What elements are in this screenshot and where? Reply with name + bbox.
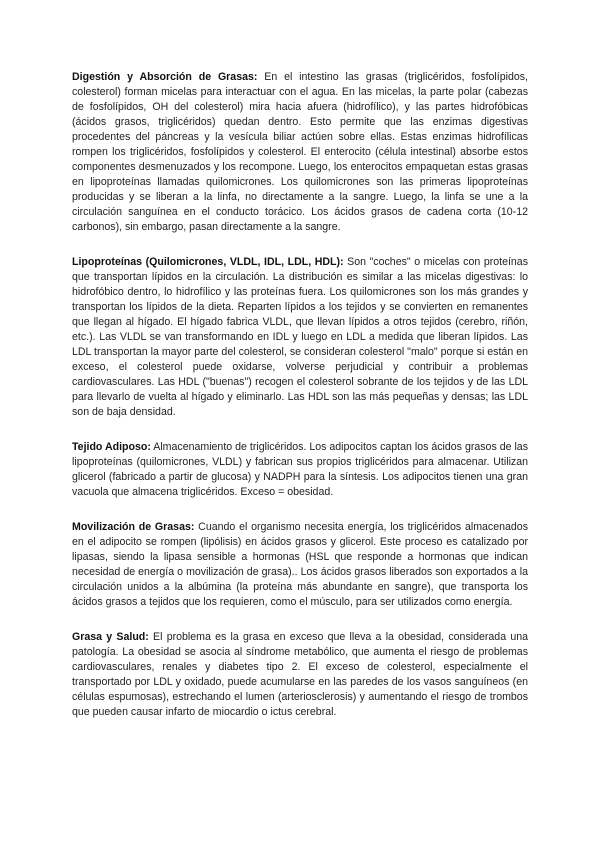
section-digestion [72,70,528,235]
section-heading: Lipoproteínas (Quilomicrones, VLDL, IDL, LDL, HDL): [72,256,344,268]
section-body: En el intestino las grasas (triglicéridos, fosfolípidos, colesterol) forman micelas para interactuar con el agua. En las micelas, la parte polar (cabezas de fosfolípidos, OH del colesterol) mira hacia afuera (hidrofílico), y las partes hidrofóbicas (ácidos grasos, triglicéridos) quedan dentro. Esto permite que las enzimas digestivas procedentes del páncreas y la vesícula biliar actúen sobre ellas. Estas enzimas hidrofílicas rompen los triglicéridos, fosfolípidos y colesterol. El enterocito (célula intestinal) absorbe estos componentes desmenuzados y los recompone. Luego, los enterocitos empaquetan estas grasas en lipoproteínas llamadas quilomicrones. Los quilomicrones son las primeras lipoproteínas producidas y se liberan a la linfa, no directamente a la sangre. Luego, la linfa se une a la circulación sanguínea en el conducto torácico. Los ácidos grasos de cadena corta (10-12 carbonos), sin embargo, pasan directamente a la sangre. [72,71,528,233]
section-heading: Movilización de Grasas: [72,521,195,533]
section-fat-and-health [72,630,528,720]
section-body: Almacenamiento de triglicéridos. Los adipocitos captan los ácidos grasos de las lipoproteínas (quilomicrones, VLDL) y fabrican sus propios triglicéridos para almacenar. Utilizan glicerol (fabricado a partir de glucosa) y NADPH para la síntesis. Los adipocitos tienen una gran vacuola que almacena triglicéridos. Exceso = obesidad. [72,441,528,498]
section-body: Son "coches" o micelas con proteínas que transportan lípidos en la circulación. La distribución es similar a las micelas digestivas: lo hidrofóbico dentro, lo hidrofílico y las proteínas fuera. Los quilomicrones son los más grandes y transportan los lípidos de la dieta. Reparten lípidos a los tejidos y se convierten en remanentes que llegan al hígado. El hígado fabrica VLDL, que llevan lípidos a otros tejidos (cerebro, riñón, etc.). Las VLDL se van transformando en IDL y luego en LDL a medida que liberan lípidos. Las LDL transportan la mayor parte del colesterol, se consideran colesterol "malo" porque si están en exceso, el colesterol puede oxidarse, volverse perjudicial y contribuir a problemas cardiovasculares. Las HDL ("buenas") recogen el colesterol sobrante de los tejidos y de las LDL para llevarlo de vuelta al hígado y eliminarlo. Las HDL son las más pequeñas y densas; las LDL son de baja densidad. [72,256,528,418]
section-body: Cuando el organismo necesita energía, los triglicéridos almacenados en el adipocito se rompen (lipólisis) en ácidos grasos y glicerol. Este proceso es catalizado por lipasas, siendo la lipasa sensible a hormonas (HSL que responde a hormonas que indican necesidad de energía o movilización de grasa).. Los ácidos grasos liberados son exportados a la circulación unidos a la albúmina (la proteína más abundante en sangre), que transporta los ácidos grasos a tejidos que los requieren, como el músculo, para ser utilizados como energía. [72,521,528,608]
section-adipose-tissue [72,440,528,500]
section-body: El problema es la grasa en exceso que lleva a la obesidad, considerada una patología. La obesidad se asocia al síndrome metabólico, que aumenta el riesgo de problemas cardiovasculares, renales y diabetes tipo 2. El exceso de colesterol, especialmente el transportado por LDL y oxidado, puede acumularse en las paredes de los vasos sanguíneos (en células espumosas), estrechando el lumen (arteriosclerosis) y aumentando el riesgo de trombos que pueden causar infarto de miocardio o ictus cerebral. [72,631,529,718]
section-heading: Grasa y Salud: [72,631,149,643]
section-heading: Digestión y Absorción de Grasas: [72,71,258,83]
section-heading: Tejido Adiposo: [72,441,151,453]
section-fat-mobilization [72,520,528,610]
section-lipoproteins [72,255,528,420]
